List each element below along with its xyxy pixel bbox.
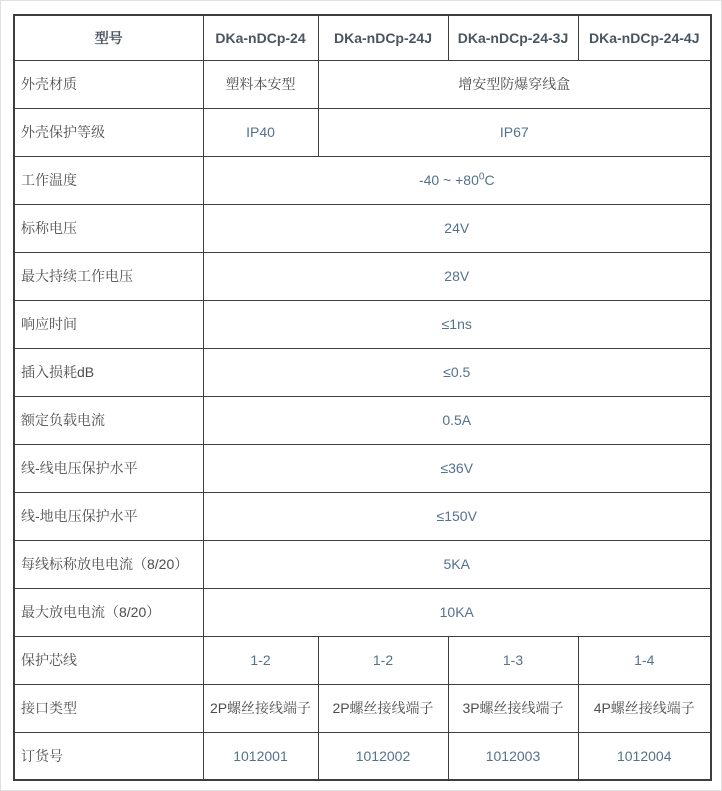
spec-value-cell: 1-2 (203, 636, 318, 684)
spec-value-cell: ≤0.5 (203, 348, 711, 396)
spec-value-cell: 1012004 (578, 732, 711, 780)
spec-value-cell: 1-2 (318, 636, 448, 684)
spec-value-cell: 1012001 (203, 732, 318, 780)
header-row (14, 15, 711, 60)
spec-value-cell: 1-4 (578, 636, 711, 684)
spec-label-cell: 响应时间 (14, 300, 203, 348)
spec-label-cell: 每线标称放电电流（8/20） (14, 540, 203, 588)
header-cell-model: DKa-nDCp-24-3J (448, 15, 578, 60)
header-cell-model-label: 型号 (14, 15, 203, 60)
table-row (14, 108, 711, 156)
spec-label-cell: 最大持续工作电压 (14, 252, 203, 300)
spec-value-cell: ≤150V (203, 492, 711, 540)
table-row (14, 588, 711, 636)
spec-label-cell: 最大放电电流（8/20） (14, 588, 203, 636)
table-row (14, 156, 711, 204)
spec-value-cell: 0.5A (203, 396, 711, 444)
table-row (14, 348, 711, 396)
spec-label-cell: 保护芯线 (14, 636, 203, 684)
spec-value-cell: 3P螺丝接线端子 (448, 684, 578, 732)
table-row (14, 300, 711, 348)
table-row (14, 636, 711, 684)
spec-value-cell: ≤36V (203, 444, 711, 492)
value-text-suffix: C (484, 172, 495, 188)
table-row (14, 540, 711, 588)
table-row (14, 492, 711, 540)
spec-value-cell: 10KA (203, 588, 711, 636)
spec-table (13, 14, 712, 781)
spec-label-cell: 标称电压 (14, 204, 203, 252)
spec-value-cell: 塑料本安型 (203, 60, 318, 108)
spec-value-cell: 4P螺丝接线端子 (578, 684, 711, 732)
spec-value-cell: 1012002 (318, 732, 448, 780)
spec-value-cell: 28V (203, 252, 711, 300)
spec-label-cell: 线-地电压保护水平 (14, 492, 203, 540)
table-row (14, 732, 711, 780)
table-row (14, 684, 711, 732)
spec-label-cell: 线-线电压保护水平 (14, 444, 203, 492)
header-cell-model: DKa-nDCp-24-4J (578, 15, 711, 60)
table-row (14, 204, 711, 252)
spec-value-cell: ≤1ns (203, 300, 711, 348)
spec-value-cell: 24V (203, 204, 711, 252)
value-text: -40 ~ +80 (418, 172, 479, 188)
spec-label-cell: 接口类型 (14, 684, 203, 732)
header-cell-model: DKa-nDCp-24 (203, 15, 318, 60)
header-cell-model: DKa-nDCp-24J (318, 15, 448, 60)
spec-label-cell: 插入损耗dB (14, 348, 203, 396)
spec-value-cell: 1012003 (448, 732, 578, 780)
spec-label-cell: 工作温度 (14, 156, 203, 204)
table-row (14, 252, 711, 300)
spec-value-cell: 1-3 (448, 636, 578, 684)
spec-value-cell: 增安型防爆穿线盒 (318, 60, 711, 108)
spec-value-cell: 2P螺丝接线端子 (203, 684, 318, 732)
spec-value-cell: 2P螺丝接线端子 (318, 684, 448, 732)
spec-value-cell (203, 156, 711, 204)
spec-label-cell: 额定负载电流 (14, 396, 203, 444)
value-superscript: 0 (478, 171, 485, 183)
spec-value-cell: IP67 (318, 108, 711, 156)
table-row (14, 60, 711, 108)
spec-label-cell: 订货号 (14, 732, 203, 780)
spec-value-cell: 5KA (203, 540, 711, 588)
spec-value-cell: IP40 (203, 108, 318, 156)
table-row (14, 396, 711, 444)
spec-label-cell: 外壳保护等级 (14, 108, 203, 156)
table-row (14, 444, 711, 492)
spec-label-cell: 外壳材质 (14, 60, 203, 108)
spec-table-body (14, 15, 711, 780)
